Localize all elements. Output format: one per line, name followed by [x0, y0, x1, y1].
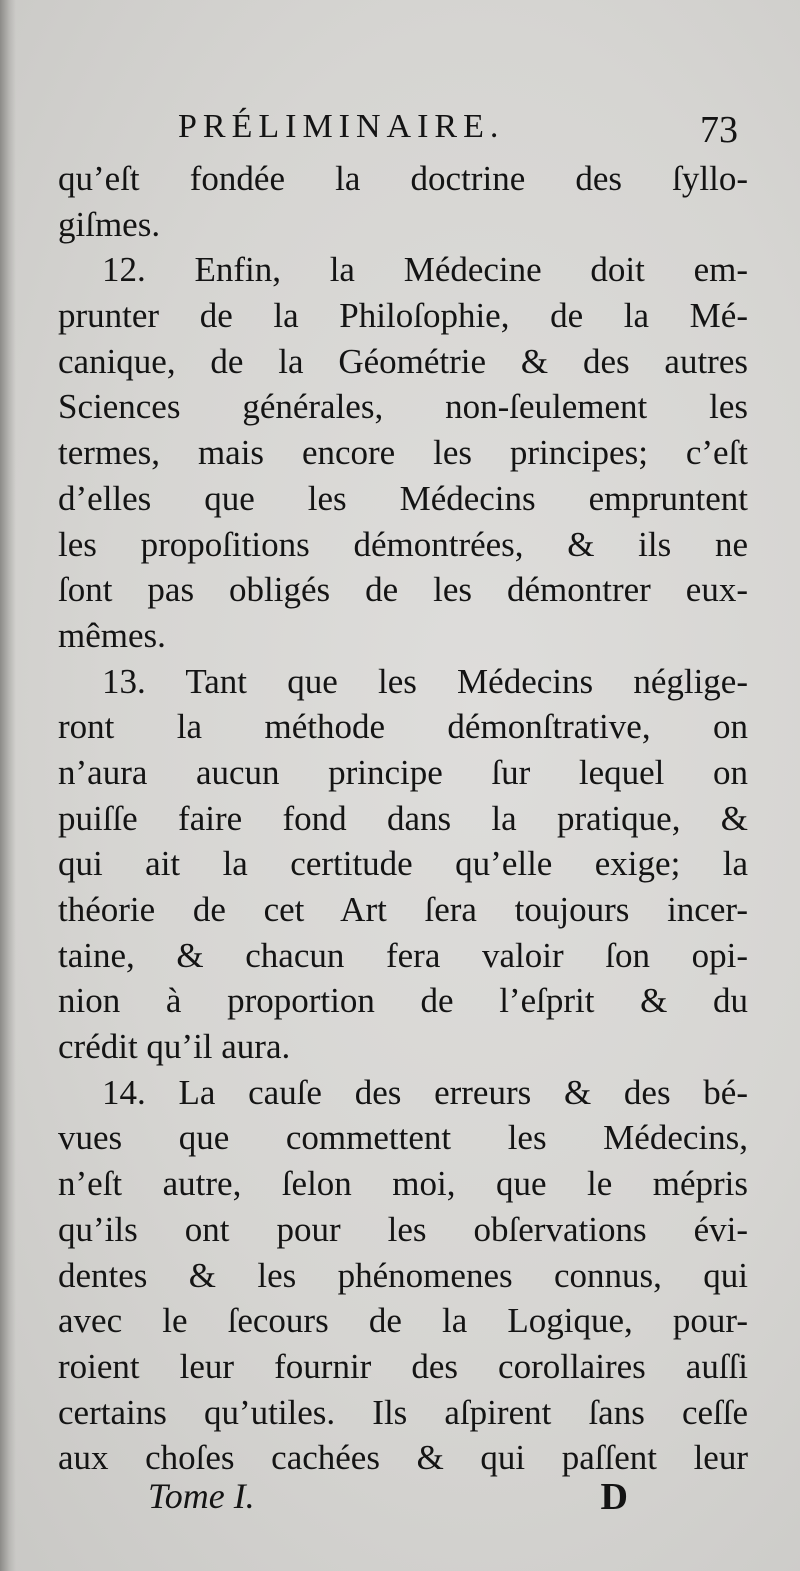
text-line: les propoſitions démontrées, & ils ne — [58, 524, 748, 564]
page-footer — [148, 1475, 628, 1519]
running-head: PRÉLIMINAIRE. — [178, 108, 505, 145]
text-line: taine, & chacun fera valoir ſon opi- — [58, 935, 748, 975]
text-line: aux choſes cachées & qui paſſent leur — [58, 1438, 748, 1478]
text-line: prunter de la Philoſophie, de la Mé- — [58, 296, 748, 336]
text-line: avec le ſecours de la Logique, pour- — [58, 1301, 748, 1341]
text-line: qu’eſt fondée la doctrine des ſyllo- — [58, 159, 748, 198]
text-line: 13. Tant que les Médecins néglige- — [102, 661, 748, 701]
text-line: giſmes. — [58, 204, 161, 244]
page-edge-shadow — [0, 0, 16, 1571]
text-line: d’elles que les Médecins empruntent — [58, 478, 748, 518]
text-line: n’aura aucun principe ſur lequel on — [58, 752, 748, 792]
page-header — [178, 108, 738, 152]
text-line: puiſſe faire fond dans la pratique, & — [58, 798, 748, 838]
text-line: crédit qu’il aura. — [58, 1027, 291, 1067]
text-line: certains qu’utiles. Ils aſpirent ſans ceſſe — [58, 1392, 748, 1432]
text-line: canique, de la Géométrie & des autres — [58, 341, 748, 381]
page-number: 73 — [700, 109, 738, 151]
text-line: qu’ils ont pour les obſervations évi- — [58, 1209, 748, 1249]
text-line: 14. La cauſe des erreurs & des bé- — [102, 1072, 748, 1112]
volume-label: Tome I. — [148, 1476, 255, 1516]
text-line: 12. Enfin, la Médecine doit em- — [102, 250, 748, 290]
text-line: vues que commettent les Médecins, — [58, 1118, 748, 1158]
text-line: qui ait la certitude qu’elle exige; la — [58, 844, 748, 884]
text-line: ſont pas obligés de les démontrer eux- — [58, 570, 748, 610]
text-line: roient leur fournir des corollaires auſſi — [58, 1346, 748, 1386]
text-line: dentes & les phénomenes connus, qui — [58, 1255, 748, 1295]
text-line: Sciences générales, non-ſeulement les — [58, 387, 748, 427]
text-line: mêmes. — [58, 615, 166, 655]
text-line: n’eſt autre, ſelon moi, que le mépris — [58, 1164, 748, 1204]
signature-mark: D — [600, 1476, 628, 1518]
text-line: ront la méthode démonſtrative, on — [58, 707, 748, 747]
text-line: théorie de cet Art ſera toujours incer- — [58, 890, 748, 929]
body-text — [58, 156, 748, 1481]
text-line: nion à proportion de l’eſprit & du — [58, 981, 748, 1021]
text-line: termes, mais encore les principes; c’eſt — [58, 433, 748, 473]
